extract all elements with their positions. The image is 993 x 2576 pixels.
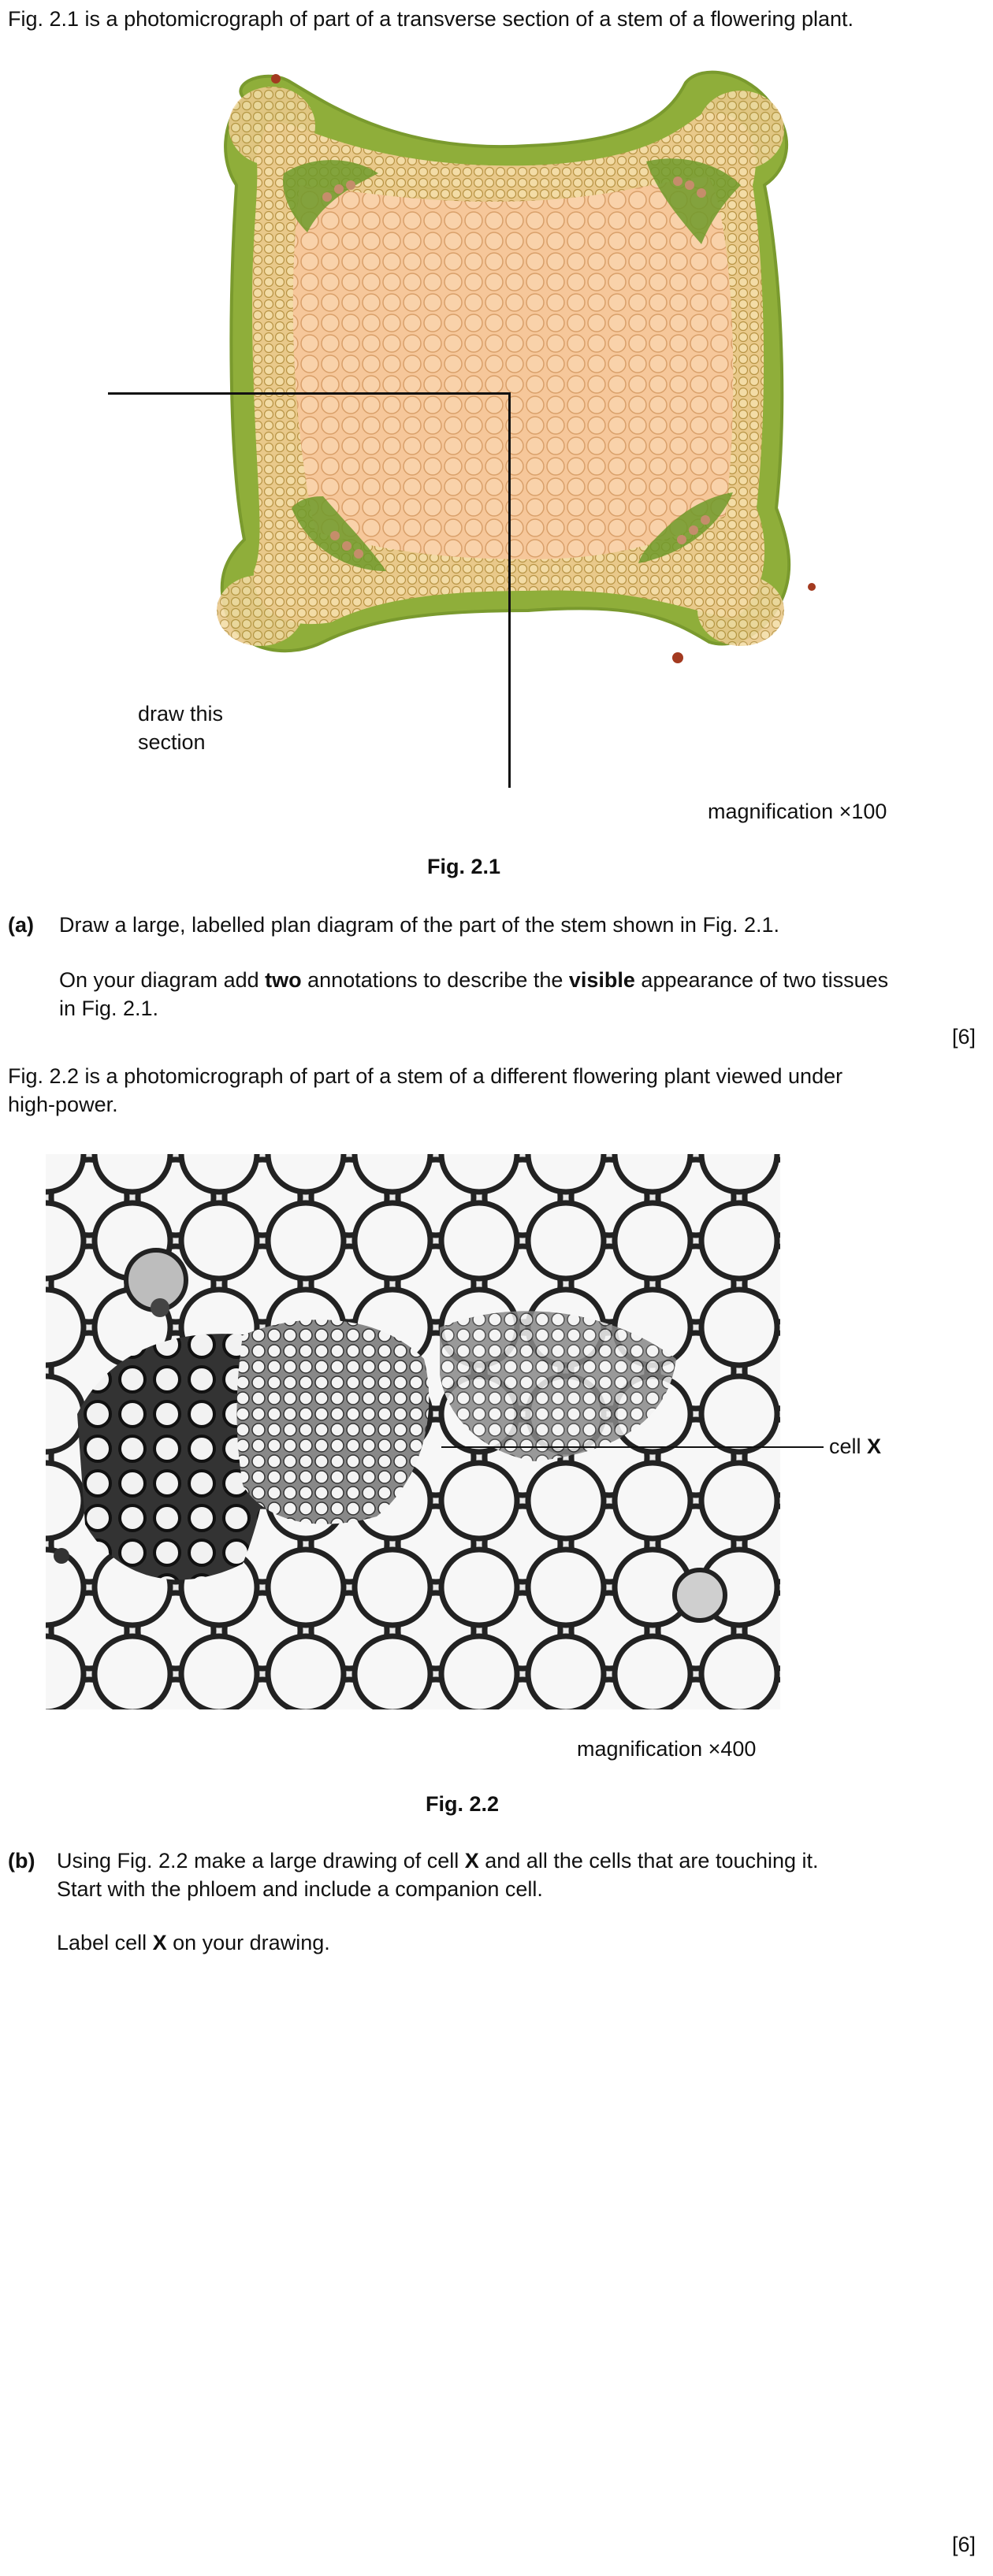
- part-b-line1-pre: Using Fig. 2.2 make a large drawing of cell: [57, 1849, 465, 1873]
- fig2-intro-line2: high-power.: [8, 1093, 118, 1116]
- part-b-line1-post: and all the cells that are touching it.: [478, 1849, 819, 1873]
- part-b-line1-bold-x: X: [464, 1849, 479, 1873]
- cell-x-label-text: cell: [829, 1435, 868, 1458]
- section-leader-vertical: [508, 392, 511, 788]
- part-a-marks: [6]: [951, 1025, 976, 1049]
- part-a-marker: (a): [8, 913, 34, 937]
- part-b-marker: (b): [8, 1849, 35, 1873]
- draw-section-label-line1: draw this: [138, 702, 224, 726]
- part-b-marks: [6]: [951, 2533, 976, 2556]
- draw-section-label-line2: section: [138, 730, 206, 754]
- stem-section-photomicrograph: [197, 67, 835, 697]
- vascular-bundle-photomicrograph: [46, 1154, 780, 1709]
- fig1-caption: Fig. 2.1: [427, 855, 501, 878]
- part-b-line3-bold-x: X: [152, 1931, 167, 1954]
- part-a-line2-bold-two: two: [265, 968, 302, 992]
- part-a-line2: [59, 966, 888, 994]
- cell-x-label-letter: X: [867, 1435, 882, 1458]
- fig2-magnification: magnification ×400: [577, 1737, 757, 1761]
- fig1-magnification: magnification ×100: [708, 800, 887, 823]
- cell-x-label: [829, 1432, 881, 1461]
- part-a-line2-mid: annotations to describe the: [301, 968, 569, 992]
- part-a-line2-bold-visible: visible: [568, 968, 635, 992]
- part-b-line1: [57, 1847, 819, 1875]
- part-a-line1: Draw a large, labelled plan diagram of the part of the stem shown in Fig. 2.1.: [59, 913, 779, 937]
- fig1-intro: Fig. 2.1 is a photomicrograph of part of a transverse section of a stem of a flowering plant.: [8, 7, 854, 31]
- part-b-line2: Start with the phloem and include a companion cell.: [57, 1877, 543, 1901]
- part-a-line3: in Fig. 2.1.: [59, 997, 159, 1020]
- fig2-caption: Fig. 2.2: [426, 1792, 500, 1816]
- part-b-line3-pre: Label cell: [57, 1931, 153, 1954]
- cell-x-leader-line: [441, 1446, 824, 1448]
- part-b-line3-post: on your drawing.: [166, 1931, 330, 1954]
- section-leader-horizontal: [108, 392, 510, 395]
- part-b-line3: [57, 1928, 330, 1957]
- part-a-line2-pre: On your diagram add: [59, 968, 266, 992]
- part-a-line2-post: appearance of two tissues: [634, 968, 889, 992]
- fig2-intro-line1: Fig. 2.2 is a photomicrograph of part of a stem of a different flowering plant viewed under: [8, 1064, 843, 1088]
